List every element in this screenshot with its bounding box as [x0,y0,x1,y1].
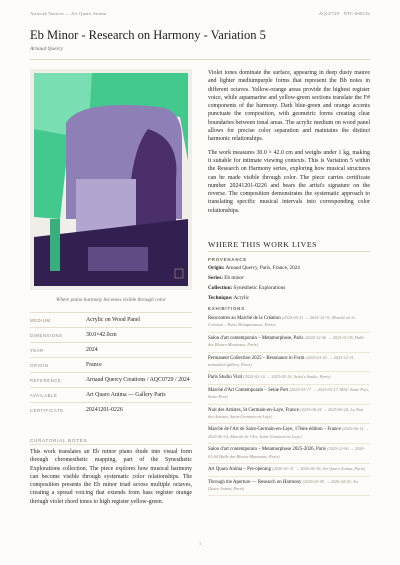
exhibition-item [208,464,370,476]
spec-label: YEAR [30,347,44,353]
breadcrumb: Artwork Notices — Art Quaro Anima [30,11,107,16]
spec-row [30,327,192,342]
spec-label: REFERENCE [30,377,62,383]
exhibition-meta: (2025-12-06 → 2026-01-04 Halle des Blancs-Manteaux, Paris) [208,446,366,459]
exhibition-item [208,372,370,384]
exhibition-name: Paris Studio Visit [208,375,243,381]
spec-label: CERTIFICATE [30,407,64,413]
exhibition-name: Salon d'art contemporain – Metamorphose, Paris [208,335,304,341]
spec-value: Arnaud Quercy Creations / AQC0729 / 2024 [86,377,190,383]
exhibition-meta: (2026-01-31 → 2026-05-30, Art Quaro Anima, Paris) [272,466,366,472]
artwork-image [30,69,192,290]
provenance-line [208,263,370,273]
artist-name: Arnaud Quercy [30,46,64,52]
exhibition-name: Through the Aperture — Research on Harmony [208,479,302,485]
exhibition-name: Nuit des Artistes, St Germain-en-Laye, France [208,407,299,413]
header-divider [30,59,370,60]
spec-row [30,387,192,402]
exhibition-item [208,385,370,405]
reference-code: AQC0729 · NTC-00021b [318,11,370,16]
artwork-title: Eb Minor - Research on Harmony - Variation 5 [30,28,266,42]
exhibition-item [208,444,370,464]
provenance-line [208,293,370,303]
exhibition-meta: (2026-03-09 → 2026-04-30, Art Quaro Anima, Paris) [208,478,359,491]
exhibitions-heading: EXHIBITIONS [208,306,245,311]
curatorial-text: This work translates an Eb minor piano étude into visual form through chromesthetic mapping, part of the Synesthetic Explorations collection. The piece explores how musical harmony can become visible through systematic color relationships. The composition presents the Eb minor triad across multiple octaves, creating a spread voicing that extends from bass register orange through violet chord tones to high register yellow-green. [30,449,192,505]
exhibition-meta: (2024-04-21 → 2024-12-31, Marché de la Création – Paris Montparnasse, Paris) [208,315,355,328]
muted-violet-bar [88,247,148,271]
spec-value: France [86,362,102,368]
exhibition-name: Permanent Collection 2025 – Resonance in Form [208,355,305,361]
exhibition-item [208,313,370,333]
provenance-key: Origin: [208,265,225,271]
provenance-line [208,283,370,293]
spec-value: Acrylic on Wood Panel [86,317,141,323]
exhibition-item [208,405,370,425]
spec-label: AVAILABLE [30,392,58,398]
exhibition-item [208,477,370,497]
exhibition-name: Rencontres au Marché de la Création [208,316,281,321]
provenance-key: Technique: [208,295,233,301]
description [208,69,370,220]
provenance-line [208,273,370,283]
exhibition-name: Art Quaro Anima – Pre-opening [208,467,272,473]
exhibition-name: Salon d'art contemporain – Metamorphose 2025-2026, Paris [208,447,326,453]
spec-label: ORIGIN [30,362,49,368]
where-divider [208,251,370,252]
exhibition-meta: (2025-03-17 → 2025-05-17, MAC Seine Port, Seine-Port) [208,386,369,400]
exhibitions-section [208,306,370,496]
spec-row [30,357,192,372]
exhibition-meta: (2025-06-14 → 2025-06-14, Marché de l'Art, Saint-Germain-en-Laye) [208,426,369,439]
exhibition-meta: (2025-02-10 → 2025-02-16, Artist's Studio, Paris) [243,374,331,380]
provenance-key: Series: [208,275,223,281]
green-strip [50,219,60,271]
exhibition-meta: (2024-12-06 → 2025-01-05, Halle des Blancs-Manteaux, Paris) [208,334,365,348]
description-paragraph: The work measures 30.0 × 42.0 cm and weighs under 1 kg, making it suitable for intimate viewing contexts. This is Variation 5 within the Research on Harmony series, exploring how musical structures can be made visible through color. The piece carries certificate number 20241201-0226 and bears the artist's signature on the reverse. The composition demonstrates the systematic approach to translating specific musical intervals into corresponding color relationships. [208,149,370,214]
provenance-heading: PROVENANCE [208,257,247,262]
spec-value: 30.0×42.0cm [86,332,117,338]
provenance-key: Collection: [208,285,233,291]
provenance-value: Arnaud Quercy, Paris, France, 2024 [225,265,300,271]
specs-table [30,312,192,417]
exhibition-meta: (2025-01-01 → 2025-12-31, artmadrid-gallery, Paris) [208,354,355,368]
exhibition-meta: (2025-06-24 → 2025-06-24, La Nuit des Artistes, Saint-Germain-en-Laye) [208,406,364,420]
provenance-value: Eb minor [224,275,244,281]
spec-value: 2024 [86,347,98,353]
spec-label: DIMENSIONS [30,332,63,338]
where-heading: WHERE THIS WORK LIVES [208,240,318,249]
exhibition-item [208,424,370,444]
provenance-value: Acrylic [233,295,250,301]
provenance-section [208,257,370,303]
curatorial-divider [30,444,192,445]
page-number: 1 [198,541,202,546]
exhibition-name: Marché d'Art Contemporain – Seine Port [208,387,289,393]
provenance-value: Synesthetic Explorations [233,285,286,291]
spec-row [30,342,192,357]
spec-label: MEDIUM [30,317,51,323]
top-bar [30,11,370,16]
spec-value: 20241201-0226 [86,407,123,413]
spec-value: Art Quaro Anima — Gallery Paris [86,392,166,398]
curatorial-heading: CURATORIAL NOTES [30,438,88,443]
exhibition-name: Marché de l'Art de Saint-Germain-en-Laye, 17ème édition – France [208,427,341,433]
description-paragraph: Violet tones dominate the surface, appearing in deep dusty mauve and lighter mediumpurple forms that represent the Bb notes in different octaves. Yellow-orange areas provide the highest register voice, while aquamarine and yellow-green sections translate the F# components of the harmony. Dark blue-green and orange accents punctuate the composition, with geometric forms creating clear boundaries between tonal areas. The acrylic medium on wood panel allows for precise color separation and maintains the distinct harmonic relationships. [208,70,370,143]
exhibition-item [208,353,370,373]
spec-row [30,312,192,327]
artwork-caption: Where piano harmony becomes visible through color [56,297,166,303]
spec-row [30,372,192,387]
spec-row [30,402,192,417]
exhibition-item [208,333,370,353]
